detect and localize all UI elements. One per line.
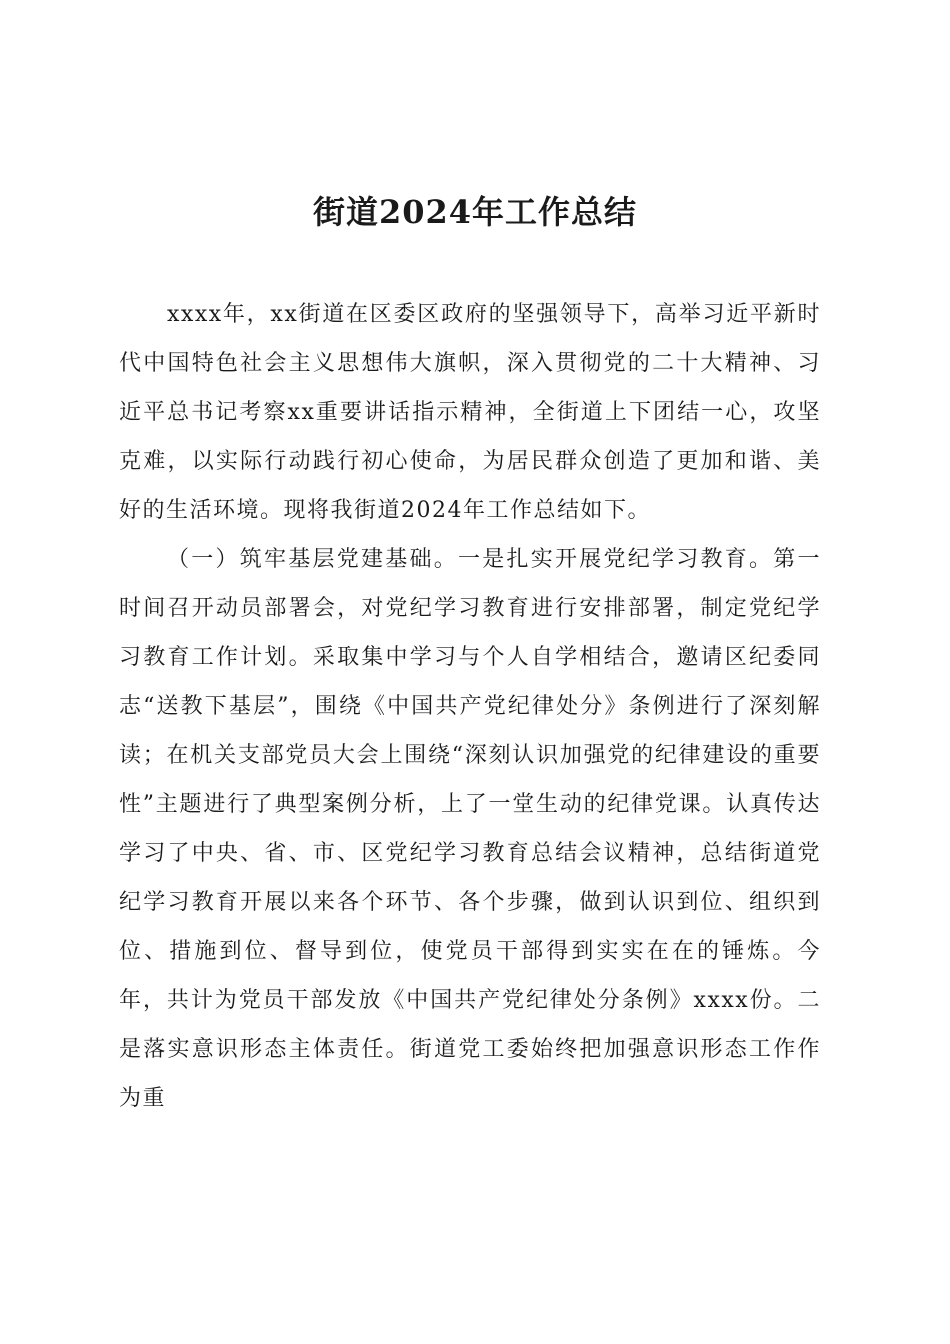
document-title: 街道2024年工作总结 xyxy=(312,193,638,231)
document-body xyxy=(119,290,821,1123)
paragraph-intro: xxxx年，xx街道在区委区政府的坚强领导下，高举习近平新时代中国特色社会主义思想伟大旗帜，深入贯彻党的二十大精神、习近平总书记考察xx重要讲话指示精神，全街道上下团结一心，攻坚克难，以实际行动践行初心使命，为居民群众创造了更加和谐、美好的生活环境。现将我街道2024年工作总结如下。 xyxy=(119,302,821,523)
paragraph-party-building: （一）筑牢基层党建基础。一是扎实开展党纪学习教育。第一时间召开动员部署会，对党纪学习教育进行安排部署，制定党纪学习教育工作计划。采取集中学习与个人自学相结合，邀请区纪委同志“送教下基层”，围绕《中国共产党纪律处分》条例进行了深刻解读；在机关支部党员大会上围绕“深刻认识加强党的纪律建设的重要性”主题进行了典型案例分析，上了一堂生动的纪律党课。认真传达学习了中央、省、市、区党纪学习教育总结会议精神，总结街道党纪学习教育开展以来各个环节、各个步骤，做到认识到位、组织到位、措施到位、督导到位，使党员干部得到实实在在的锤炼。今年，共计为党员干部发放《中国共产党纪律处分条例》xxxx份。二是落实意识形态主体责任。街道党工委始终把加强意识形态工作作为重 xyxy=(119,547,821,1111)
